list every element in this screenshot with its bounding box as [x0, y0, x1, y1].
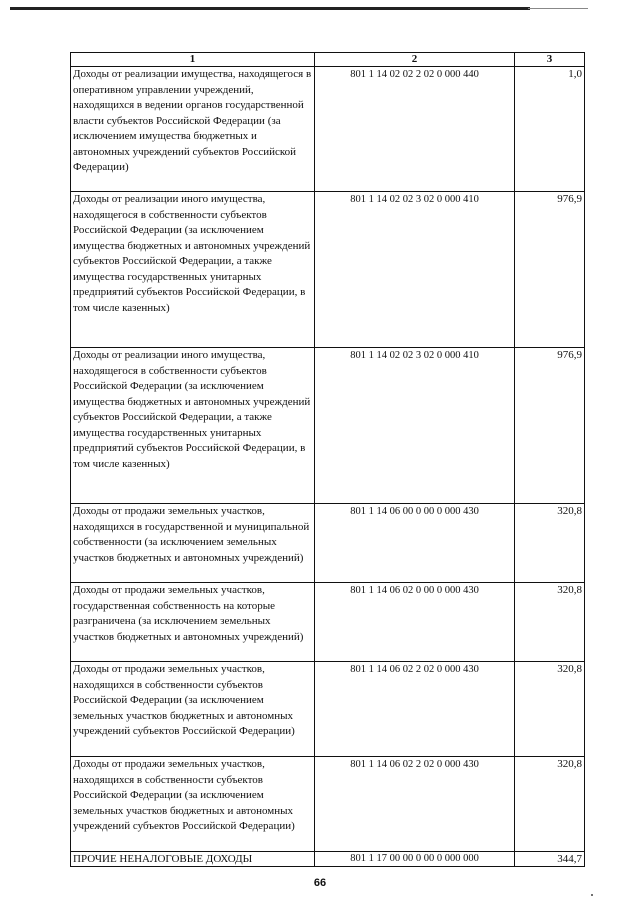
row-amount: 976,9	[515, 192, 585, 348]
row-name: Доходы от продажи земельных участков, находящихся в государственной и муниципальной собственности (за исключением земельных участков бюджетных и автономных учреждений)	[71, 504, 315, 583]
row-code: 801 1 17 00 00 0 00 0 000 000	[315, 852, 515, 867]
revenue-table	[70, 52, 585, 867]
table-row	[71, 504, 585, 583]
table-row	[71, 852, 585, 867]
table-row	[71, 192, 585, 348]
row-name: Доходы от реализации иного имущества, находящегося в собственности субъектов Российской Федерации (за исключением имущества бюджетных и автономных учреждений субъектов Российской Федерации, а также имущества государственных унитарных предприятий субъектов Российской Федерации, в том числе казенных)	[71, 192, 315, 348]
row-name: Доходы от продажи земельных участков, государственная собственность на которые разграничена (за исключением земельных участков бюджетных и автономных учреждений)	[71, 583, 315, 662]
row-name: Доходы от реализации иного имущества, находящегося в собственности субъектов Российской Федерации (за исключением имущества бюджетных и автономных учреждений субъектов Российской Федерации, а также имущества государственных унитарных предприятий субъектов Российской Федерации, в том числе казенных)	[71, 348, 315, 504]
row-code: 801 1 14 06 00 0 00 0 000 430	[315, 504, 515, 583]
column-header-1: 1	[71, 53, 315, 67]
table-row	[71, 348, 585, 504]
column-header-2: 2	[315, 53, 515, 67]
row-amount: 320,8	[515, 662, 585, 757]
table-header-row	[71, 53, 585, 67]
row-name: Доходы от реализации имущества, находящегося в оперативном управлении учреждений, находящихся в ведении органов государственной власти субъектов Российской Федерации (за исключением имущества бюджетных и автономных учреждений субъектов Российской Федерации)	[71, 67, 315, 192]
table-row	[71, 757, 585, 852]
top-rule	[10, 7, 530, 10]
row-amount: 320,8	[515, 583, 585, 662]
row-amount: 344,7	[515, 852, 585, 867]
row-code: 801 1 14 02 02 3 02 0 000 410	[315, 192, 515, 348]
table-row	[71, 67, 585, 192]
page-number: 66	[313, 877, 327, 889]
row-code: 801 1 14 02 02 2 02 0 000 440	[315, 67, 515, 192]
top-rule-extension	[528, 8, 588, 9]
row-code: 801 1 14 06 02 2 02 0 000 430	[315, 757, 515, 852]
table-row	[71, 583, 585, 662]
row-amount: 320,8	[515, 757, 585, 852]
row-name: ПРОЧИЕ НЕНАЛОГОВЫЕ ДОХОДЫ	[71, 852, 315, 867]
scan-speck	[591, 894, 593, 896]
row-amount: 1,0	[515, 67, 585, 192]
row-code: 801 1 14 06 02 2 02 0 000 430	[315, 662, 515, 757]
column-header-3: 3	[515, 53, 585, 67]
row-code: 801 1 14 02 02 3 02 0 000 410	[315, 348, 515, 504]
row-name: Доходы от продажи земельных участков, находящихся в собственности субъектов Российской Федерации (за исключением земельных участков бюджетных и автономных учреждений субъектов Российской Федерации)	[71, 757, 315, 852]
table-row	[71, 662, 585, 757]
row-amount: 320,8	[515, 504, 585, 583]
row-name: Доходы от продажи земельных участков, находящихся в собственности субъектов Российской Федерации (за исключением земельных участков бюджетных и автономных учреждений субъектов Российской Федерации)	[71, 662, 315, 757]
row-amount: 976,9	[515, 348, 585, 504]
row-code: 801 1 14 06 02 0 00 0 000 430	[315, 583, 515, 662]
